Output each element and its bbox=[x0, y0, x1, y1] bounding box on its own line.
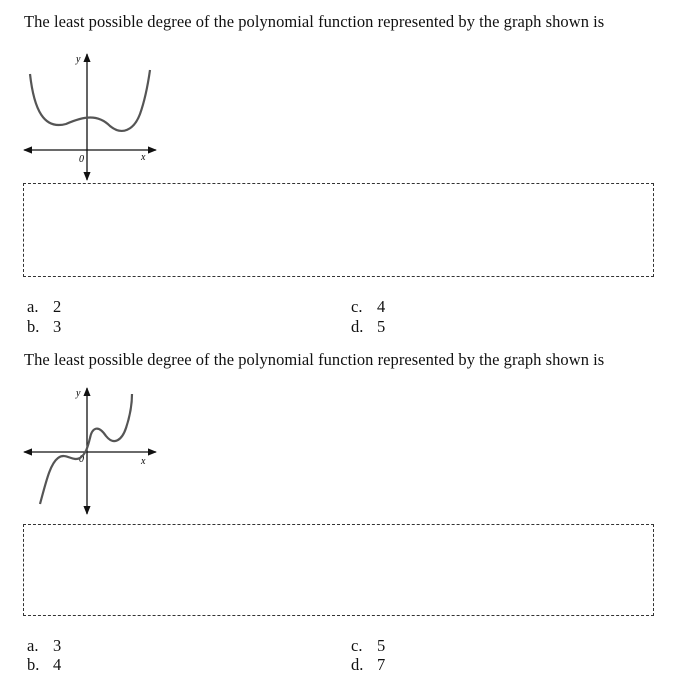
y-axis-label: y bbox=[76, 54, 81, 65]
y-axis-label: y bbox=[76, 388, 81, 399]
choice-2d[interactable]: d. 7 bbox=[351, 655, 386, 674]
origin-label: 0 bbox=[79, 454, 84, 465]
question-2-prompt: The least possible degree of the polynomial function represented by the graph shown is bbox=[24, 350, 605, 369]
question-2-graph bbox=[22, 384, 162, 516]
origin-label: 0 bbox=[79, 154, 84, 165]
x-axis-label: x bbox=[141, 456, 146, 467]
choice-2c[interactable]: c. 5 bbox=[351, 636, 386, 655]
choice-2a[interactable]: a. 3 bbox=[27, 636, 62, 655]
answer-box-2[interactable] bbox=[23, 524, 654, 616]
question-1-graph bbox=[22, 50, 162, 182]
polynomial-curve bbox=[40, 394, 132, 504]
choice-2b[interactable]: b. 4 bbox=[27, 655, 62, 674]
choice-1d[interactable]: d. 5 bbox=[351, 317, 386, 336]
x-axis-label: x bbox=[141, 152, 146, 163]
choice-1b[interactable]: b. 3 bbox=[27, 317, 62, 336]
question-1-prompt: The least possible degree of the polynomial function represented by the graph shown is bbox=[24, 12, 605, 31]
answer-box-1[interactable] bbox=[23, 183, 654, 277]
choice-1a[interactable]: a. 2 bbox=[27, 297, 62, 316]
polynomial-curve bbox=[30, 70, 150, 131]
choice-1c[interactable]: c. 4 bbox=[351, 297, 386, 316]
